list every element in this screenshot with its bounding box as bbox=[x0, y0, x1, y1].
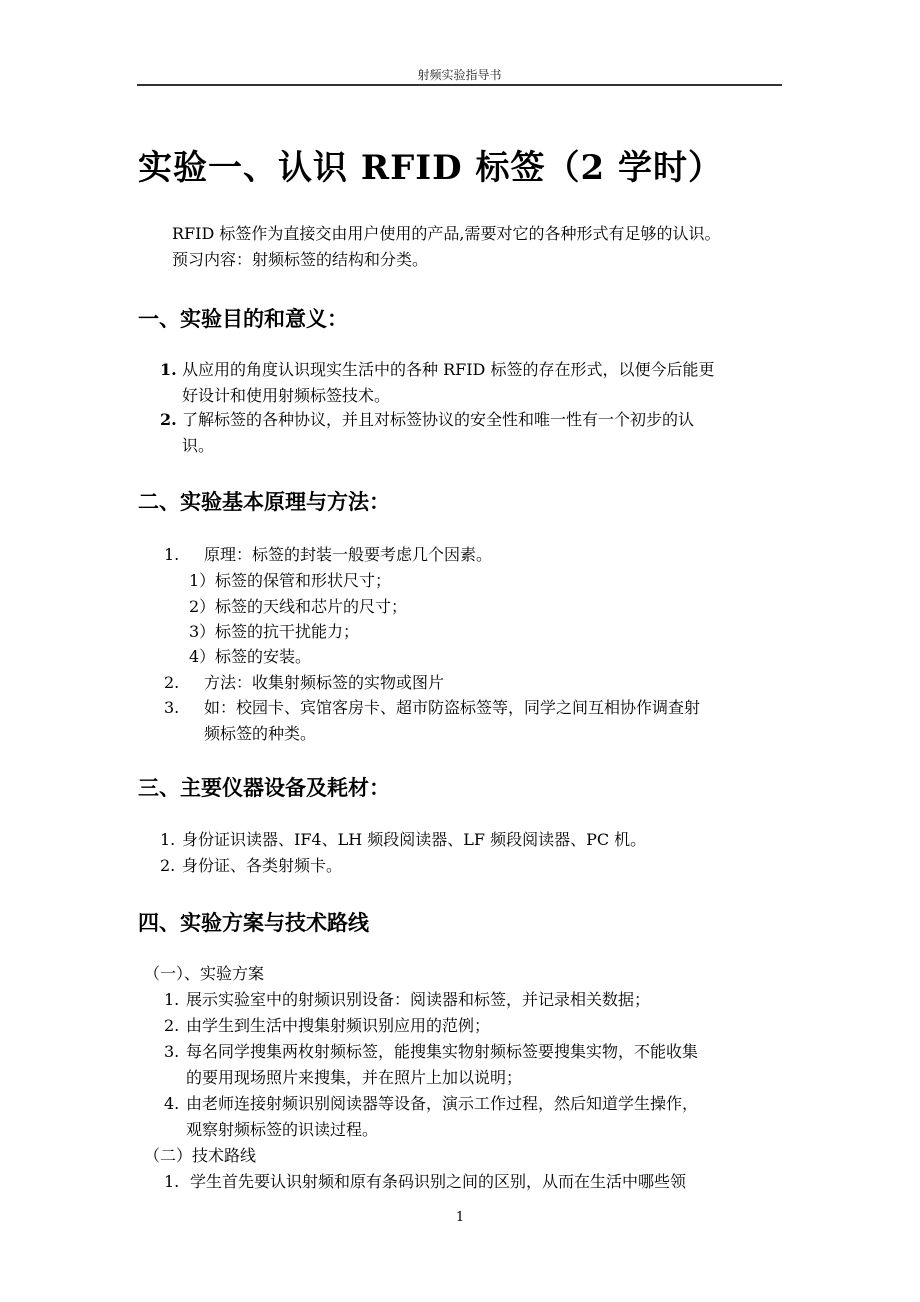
list-text: 如：校园卡、宾馆客房卡、超市防盗标签等，同学之间互相协作调查射 bbox=[204, 698, 701, 717]
sub-list-text: 标签的保管和形状尺寸； bbox=[215, 571, 392, 590]
list-number: 4. bbox=[164, 1094, 180, 1113]
list-text: 身份证、各类射频卡。 bbox=[182, 856, 343, 875]
list-text: 由老师连接射频识别阅读器等设备，演示工作过程，然后知道学生操作， bbox=[186, 1094, 699, 1113]
sub-list-number: 1） bbox=[189, 571, 216, 590]
sub-list-number: 2） bbox=[189, 597, 216, 616]
intro-line-2: 预习内容：射频标签的结构和分类。 bbox=[172, 250, 429, 269]
list-number: 1. bbox=[160, 830, 176, 849]
list-number: 2. bbox=[164, 1016, 180, 1035]
list-text: 从应用的角度认识现实生活中的各种 RFID 标签的存在形式，以便今后能更 bbox=[182, 360, 715, 379]
list-text: 展示实验室中的射频识别设备：阅读器和标签，并记录相关数据； bbox=[186, 990, 651, 1009]
sub-list-text: 标签的天线和芯片的尺寸； bbox=[215, 597, 408, 616]
list-text: 方法：收集射频标签的实物或图片 bbox=[204, 673, 445, 692]
list-text: 好设计和使用射频标签技术。 bbox=[182, 386, 391, 405]
list-number: 1. bbox=[160, 360, 177, 379]
list-text: 由学生到生活中搜集射频识别应用的范例； bbox=[186, 1016, 491, 1035]
list-number: 1. bbox=[164, 990, 180, 1009]
section-heading-2: 二、实验基本原理与方法： bbox=[138, 490, 390, 514]
list-number: 2. bbox=[164, 673, 180, 692]
list-text: 原理：标签的封装一般要考虑几个因素。 bbox=[204, 545, 493, 564]
subsection-label: （二）技术路线 bbox=[144, 1146, 257, 1165]
list-text: 观察射频标签的识读过程。 bbox=[186, 1120, 379, 1139]
list-number: 2. bbox=[160, 856, 176, 875]
page-number: 1 bbox=[455, 1210, 465, 1225]
intro-line-1: RFID 标签作为直接交由用户使用的产品,需要对它的各种形式有足够的认识。 bbox=[172, 224, 721, 243]
section-heading-4: 四、实验方案与技术路线 bbox=[138, 911, 369, 935]
sub-list-text: 标签的抗干扰能力； bbox=[215, 622, 360, 641]
sub-list-number: 3） bbox=[189, 622, 216, 641]
running-header: 射频实验指导书 bbox=[417, 68, 502, 82]
page-title: 实验一、认识 RFID 标签（2 学时） bbox=[138, 148, 723, 188]
section-heading-1: 一、实验目的和意义： bbox=[138, 307, 348, 331]
list-number: 3. bbox=[164, 698, 180, 717]
list-number: 3. bbox=[164, 1042, 180, 1061]
list-text: 的要用现场照片来搜集，并在照片上加以说明； bbox=[186, 1068, 523, 1087]
list-number: 2. bbox=[160, 410, 177, 429]
list-text: 了解标签的各种协议，并且对标签协议的安全性和唯一性有一个初步的认 bbox=[182, 410, 695, 429]
section-heading-3: 三、主要仪器设备及耗材： bbox=[138, 776, 390, 800]
list-number: 1. bbox=[164, 545, 180, 564]
list-text: 频标签的种类。 bbox=[204, 724, 317, 743]
sub-list-number: 4） bbox=[189, 647, 216, 666]
subsection-label: （一）、实验方案 bbox=[144, 964, 265, 983]
header-divider bbox=[137, 84, 782, 86]
list-text: 学生首先要认识射频和原有条码识别之间的区别，从而在生活中哪些领 bbox=[190, 1172, 687, 1191]
list-text: 识。 bbox=[182, 436, 215, 455]
sub-list-text: 标签的安装。 bbox=[215, 647, 312, 666]
list-text: 身份证识读器、IF4、LH 频段阅读器、LF 频段阅读器、PC 机。 bbox=[182, 830, 647, 849]
list-number: 1. bbox=[164, 1172, 180, 1191]
list-text: 每名同学搜集两枚射频标签，能搜集实物射频标签要搜集实物，不能收集 bbox=[186, 1042, 699, 1061]
